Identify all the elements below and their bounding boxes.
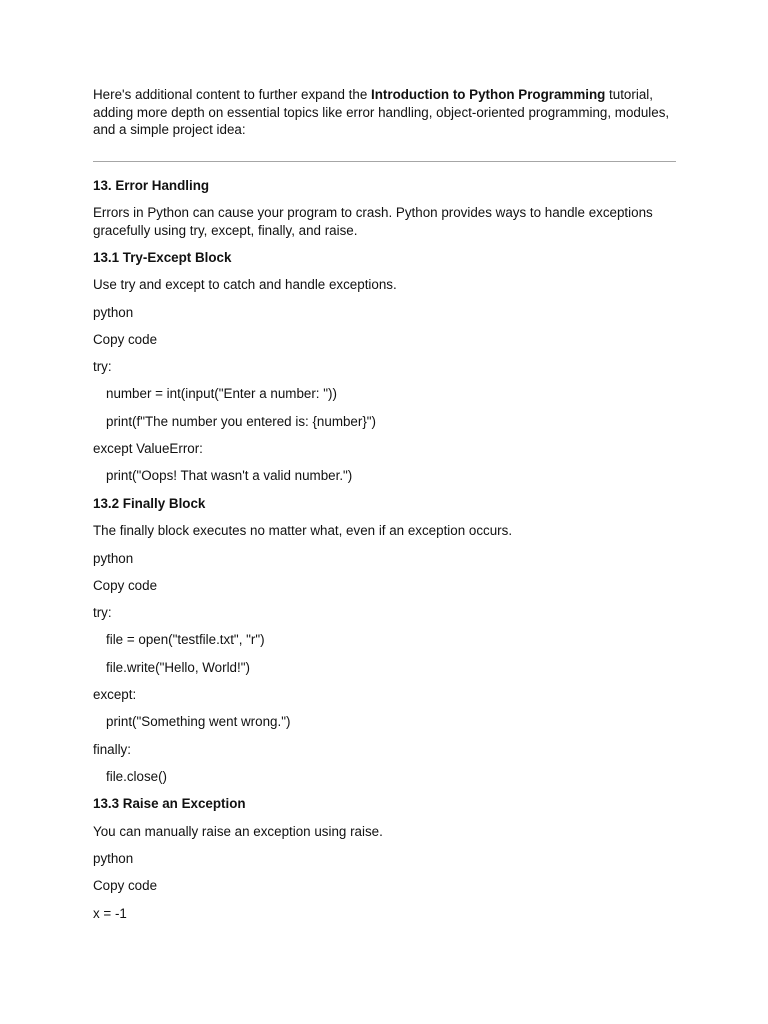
paragraph-line: Errors in Python can cause your program to crash. Python provides ways to handle exceptions bbox=[93, 204, 653, 220]
section-heading: 13. Error Handling bbox=[93, 177, 210, 193]
code-line-indented: file.write("Hello, World!") bbox=[106, 659, 250, 675]
code-line-indented: file = open("testfile.txt", "r") bbox=[106, 631, 265, 647]
code-line-indented: print(f"The number you entered is: {number}") bbox=[106, 413, 377, 429]
code-language-label: python bbox=[93, 550, 134, 566]
code-line-indented: file.close() bbox=[106, 768, 168, 784]
section-heading: 13.3 Raise an Exception bbox=[93, 795, 246, 811]
intro-bold-title: Introduction to Python Programming bbox=[371, 87, 606, 102]
code-line: try: bbox=[93, 358, 112, 374]
intro-suffix: tutorial, adding more depth on essential topics like error handling, object-oriented programming, modules, and a simple project idea: bbox=[93, 87, 670, 137]
intro-paragraph bbox=[93, 86, 676, 139]
code-line-indented: number = int(input("Enter a number: ")) bbox=[106, 385, 337, 401]
code-line: except ValueError: bbox=[93, 440, 203, 456]
code-language-label: python bbox=[93, 304, 134, 320]
code-line: try: bbox=[93, 604, 112, 620]
paragraph-line: You can manually raise an exception using raise. bbox=[93, 823, 383, 839]
code-line-indented: print("Oops! That wasn't a valid number.") bbox=[106, 467, 353, 483]
copy-code-label: Copy code bbox=[93, 877, 158, 893]
code-language-label: python bbox=[93, 850, 134, 866]
copy-code-label: Copy code bbox=[93, 577, 158, 593]
code-line-indented: print("Something went wrong.") bbox=[106, 713, 291, 729]
paragraph-line: gracefully using try, except, finally, and raise. bbox=[93, 222, 358, 238]
paragraph-line: The finally block executes no matter what, even if an exception occurs. bbox=[93, 522, 513, 538]
paragraph-line: Use try and except to catch and handle exceptions. bbox=[93, 276, 397, 292]
document-page bbox=[93, 86, 676, 921]
section-heading: 13.1 Try-Except Block bbox=[93, 249, 232, 265]
code-line: finally: bbox=[93, 741, 131, 757]
intro-prefix: Here's additional content to further expand the bbox=[93, 87, 371, 102]
code-line: x = -1 bbox=[93, 905, 127, 921]
copy-code-label: Copy code bbox=[93, 331, 158, 347]
horizontal-divider bbox=[93, 161, 676, 162]
section-heading: 13.2 Finally Block bbox=[93, 495, 206, 511]
code-line: except: bbox=[93, 686, 137, 702]
